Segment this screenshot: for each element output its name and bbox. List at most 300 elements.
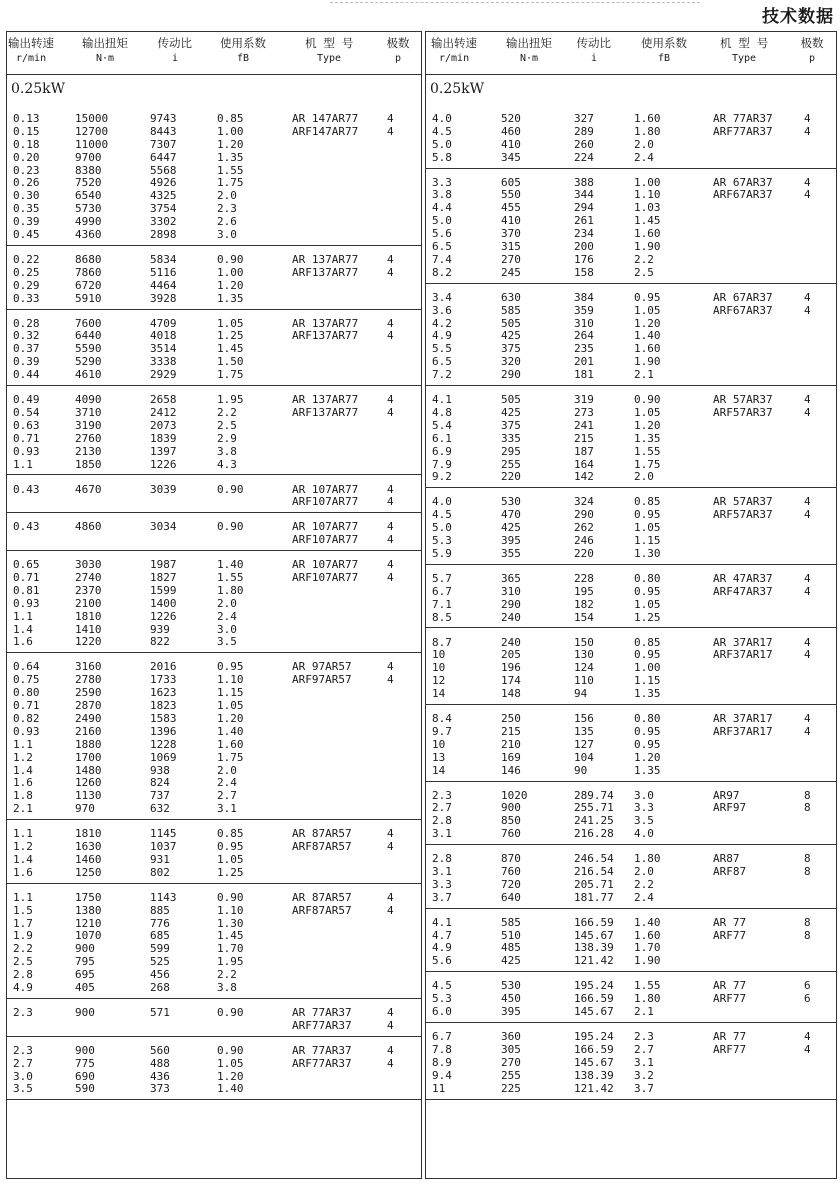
cell-service-factor: 2.7 (217, 789, 237, 803)
cell-torque: 3710 (75, 405, 102, 419)
cell-ratio: 737 (150, 789, 170, 803)
table-row (426, 318, 836, 331)
cell-torque: 900 (501, 801, 521, 815)
cell-service-factor: 2.4 (634, 890, 654, 904)
cell-ratio: 164 (574, 457, 594, 471)
cell-type: AR 77AR37 (713, 112, 773, 125)
table-row (426, 1070, 836, 1083)
cell-ratio: 4709 (150, 316, 177, 330)
cell-service-factor: 1.90 (634, 954, 661, 968)
cell-ratio: 1623 (150, 686, 177, 700)
cell-speed: 0.23 (13, 163, 40, 177)
cell-service-factor: 1.40 (217, 558, 244, 572)
right-table-header (426, 32, 836, 75)
cell-poles: 4 (387, 253, 394, 266)
cell-speed: 10 (432, 648, 446, 662)
cell-service-factor: 1.75 (634, 457, 661, 471)
cell-service-factor: 1.60 (634, 112, 661, 125)
cell-ratio: 1226 (150, 457, 177, 471)
table-row (426, 649, 836, 662)
cell-ratio: 187 (574, 444, 594, 458)
cell-poles: 4 (387, 827, 394, 841)
table-row (426, 189, 836, 202)
table-row (426, 305, 836, 318)
cell-poles: 4 (387, 890, 394, 904)
right-data-group (426, 493, 836, 565)
right-data-group (426, 787, 836, 846)
cell-torque: 225 (501, 1081, 521, 1095)
table-row (7, 752, 421, 765)
cell-service-factor: 1.75 (217, 176, 244, 190)
cell-poles: 4 (804, 508, 811, 522)
cell-service-factor: 1.35 (634, 763, 661, 777)
cell-speed: 5.7 (432, 571, 452, 585)
cell-service-factor: 0.95 (634, 737, 661, 751)
cell-speed: 0.45 (13, 228, 40, 242)
cell-service-factor: 2.4 (634, 150, 654, 164)
table-row (426, 637, 836, 650)
table-row (7, 739, 421, 752)
cell-type: AR 47AR37 (713, 571, 773, 585)
cell-ratio: 3039 (150, 482, 177, 496)
cell-ratio: 3928 (150, 291, 177, 305)
table-row (7, 1020, 421, 1033)
cell-ratio: 220 (574, 546, 594, 560)
cell-speed: 7.4 (432, 252, 452, 266)
cell-poles: 4 (387, 482, 394, 496)
cell-service-factor: 1.80 (634, 852, 661, 866)
cell-speed: 3.1 (432, 864, 452, 878)
table-row (7, 611, 421, 624)
cell-service-factor: 3.8 (217, 444, 237, 458)
cell-ratio: 632 (150, 802, 170, 816)
cell-speed: 1.1 (13, 457, 33, 471)
cell-torque: 370 (501, 227, 521, 241)
cell-speed: 5.9 (432, 546, 452, 560)
cell-service-factor: 1.55 (217, 570, 244, 584)
cell-ratio: 224 (574, 150, 594, 164)
cell-service-factor: 0.95 (634, 648, 661, 662)
cell-ratio: 4018 (150, 329, 177, 343)
cell-speed: 0.37 (13, 342, 40, 356)
cell-torque: 290 (501, 368, 521, 382)
cell-service-factor: 1.80 (634, 124, 661, 138)
cell-service-factor: 2.0 (217, 763, 237, 777)
cell-torque: 425 (501, 329, 521, 343)
cell-ratio: 264 (574, 329, 594, 343)
cell-speed: 4.4 (432, 201, 452, 215)
table-row (7, 943, 421, 956)
right-header-speed-unit: r/min (439, 53, 470, 64)
cell-torque: 5290 (75, 355, 102, 369)
cell-speed: 7.2 (432, 368, 452, 382)
cell-ratio: 2929 (150, 368, 177, 382)
cell-torque: 4990 (75, 215, 102, 229)
cell-torque: 585 (501, 303, 521, 317)
cell-torque: 2160 (75, 724, 102, 738)
cell-ratio: 525 (150, 955, 170, 969)
cell-speed: 0.82 (13, 711, 40, 725)
page-title: 技术数据 (762, 7, 834, 27)
table-row (426, 126, 836, 139)
cell-speed: 1.1 (13, 827, 33, 841)
cell-speed: 3.8 (432, 188, 452, 202)
cell-poles: 4 (387, 660, 394, 674)
cell-type: AR 107AR77 (292, 520, 359, 534)
cell-speed: 0.65 (13, 558, 40, 572)
table-row (426, 815, 836, 828)
cell-poles: 4 (387, 673, 394, 687)
cell-ratio: 200 (574, 240, 594, 254)
table-row (426, 739, 836, 752)
cell-torque: 1410 (75, 622, 102, 636)
cell-ratio: 104 (574, 750, 594, 764)
cell-torque: 395 (501, 534, 521, 548)
cell-service-factor: 0.95 (634, 508, 661, 522)
cell-service-factor: 1.20 (634, 418, 661, 432)
cell-poles: 4 (804, 303, 811, 317)
cell-poles: 8 (804, 788, 811, 802)
cell-ratio: 1400 (150, 596, 177, 610)
cell-ratio: 1226 (150, 609, 177, 623)
cell-service-factor: 2.0 (634, 864, 654, 878)
cell-speed: 6.7 (432, 584, 452, 598)
cell-torque: 590 (75, 1082, 95, 1096)
cell-ratio: 195.24 (574, 1030, 614, 1043)
table-row (426, 879, 836, 892)
cell-type: ARF107AR77 (292, 495, 359, 509)
cell-torque: 460 (501, 124, 521, 138)
cell-speed: 4.5 (432, 508, 452, 522)
cell-type: AR 77 (713, 1030, 747, 1043)
cell-ratio: 234 (574, 227, 594, 241)
table-row (7, 867, 421, 880)
cell-type: AR 107AR77 (292, 482, 359, 496)
table-row (7, 1071, 421, 1084)
cell-service-factor: 2.6 (217, 215, 237, 229)
cell-speed: 1.4 (13, 622, 33, 636)
cell-speed: 1.1 (13, 890, 33, 904)
cell-service-factor: 1.15 (634, 674, 661, 688)
cell-ratio: 166.59 (574, 1042, 614, 1056)
cell-torque: 7600 (75, 316, 102, 330)
cell-poles: 4 (804, 495, 811, 509)
table-row (7, 1045, 421, 1058)
cell-type: ARF37AR17 (713, 648, 773, 662)
cell-poles: 4 (804, 290, 811, 304)
cell-service-factor: 1.80 (634, 992, 661, 1006)
cell-speed: 0.93 (13, 444, 40, 458)
table-row (426, 1031, 836, 1044)
cell-speed: 1.1 (13, 609, 33, 623)
cell-service-factor: 1.35 (217, 150, 244, 164)
cell-torque: 4610 (75, 368, 102, 382)
cell-ratio: 201 (574, 355, 594, 369)
cell-service-factor: 2.3 (217, 202, 237, 216)
cell-speed: 1.2 (13, 840, 33, 854)
table-row (7, 598, 421, 611)
cell-poles: 4 (804, 1042, 811, 1056)
cell-torque: 6540 (75, 189, 102, 203)
cell-ratio: 310 (574, 316, 594, 330)
cell-service-factor: 1.35 (217, 291, 244, 305)
table-row (7, 152, 421, 165)
cell-speed: 1.4 (13, 852, 33, 866)
cell-speed: 4.9 (432, 941, 452, 955)
cell-torque: 3160 (75, 660, 102, 674)
table-row (7, 216, 421, 229)
cell-poles: 4 (387, 1018, 394, 1032)
cell-service-factor: 2.2 (217, 968, 237, 982)
cell-speed: 0.93 (13, 596, 40, 610)
cell-ratio: 145.67 (574, 928, 614, 942)
cell-service-factor: 1.60 (634, 928, 661, 942)
cell-torque: 760 (501, 864, 521, 878)
cell-speed: 4.9 (432, 329, 452, 343)
table-row (7, 892, 421, 905)
cell-type: AR 77AR37 (292, 1006, 352, 1019)
right-header-service-factor-unit: fB (658, 53, 671, 64)
cell-ratio: 261 (574, 214, 594, 228)
cell-torque: 270 (501, 1055, 521, 1069)
cell-service-factor: 1.30 (634, 546, 661, 560)
cell-ratio: 294 (574, 201, 594, 215)
left-header-poles: 极数 (386, 36, 410, 50)
cell-torque: 375 (501, 342, 521, 356)
cell-ratio: 939 (150, 622, 170, 636)
cell-type: AR 87AR57 (292, 827, 352, 841)
cell-service-factor: 0.80 (634, 712, 661, 725)
cell-torque: 470 (501, 508, 521, 522)
left-header-service-factor: 使用系数 (220, 36, 266, 50)
cell-ratio: 262 (574, 521, 594, 535)
cell-speed: 5.6 (432, 954, 452, 968)
cell-torque: 2490 (75, 711, 102, 725)
cell-torque: 8380 (75, 163, 102, 177)
table-row (7, 190, 421, 203)
table-row (426, 955, 836, 968)
table-row (426, 1083, 836, 1096)
cell-ratio: 4325 (150, 189, 177, 203)
table-row (7, 713, 421, 726)
cell-service-factor: 1.40 (634, 329, 661, 343)
cell-poles: 4 (387, 265, 394, 279)
cell-torque: 2870 (75, 699, 102, 713)
table-row (7, 905, 421, 918)
table-row (7, 459, 421, 472)
table-row (7, 636, 421, 649)
cell-torque: 3190 (75, 418, 102, 432)
cell-service-factor: 0.80 (634, 571, 661, 585)
cell-torque: 1210 (75, 916, 102, 930)
cell-service-factor: 1.45 (634, 214, 661, 228)
cell-type: AR97 (713, 788, 740, 802)
cell-ratio: 931 (150, 852, 170, 866)
cell-service-factor: 0.95 (634, 290, 661, 304)
cell-poles: 4 (804, 712, 811, 725)
table-row (7, 777, 421, 790)
cell-torque: 8680 (75, 253, 102, 266)
cell-speed: 1.6 (13, 776, 33, 790)
cell-torque: 505 (501, 316, 521, 330)
left-header-ratio: 传动比 (157, 36, 192, 50)
table-row (426, 612, 836, 625)
cell-type: ARF67AR37 (713, 188, 773, 202)
table-row (426, 496, 836, 509)
cell-torque: 3030 (75, 558, 102, 572)
cell-speed: 4.5 (432, 124, 452, 138)
cell-type: AR 67AR37 (713, 175, 773, 189)
table-row (426, 433, 836, 446)
cell-service-factor: 1.90 (634, 355, 661, 369)
cell-service-factor: 1.05 (217, 1056, 244, 1070)
cell-torque: 425 (501, 954, 521, 968)
table-row (7, 661, 421, 674)
table-row (426, 330, 836, 343)
cell-ratio: 235 (574, 342, 594, 356)
table-row (7, 420, 421, 433)
cell-type: ARF77AR37 (292, 1018, 352, 1032)
cell-speed: 9.7 (432, 724, 452, 738)
cell-ratio: 1396 (150, 724, 177, 738)
right-header-torque-unit: N·m (520, 53, 539, 64)
cell-service-factor: 1.20 (217, 278, 244, 292)
cell-service-factor: 1.90 (634, 240, 661, 254)
cell-poles: 4 (804, 635, 811, 649)
cell-torque: 310 (501, 584, 521, 598)
cell-poles: 4 (387, 903, 394, 917)
cell-torque: 290 (501, 597, 521, 611)
cell-ratio: 241.25 (574, 814, 614, 828)
cell-torque: 775 (75, 1056, 95, 1070)
cell-ratio: 216.28 (574, 827, 614, 841)
cell-speed: 4.0 (432, 112, 452, 125)
cell-torque: 455 (501, 201, 521, 215)
left-data-group (7, 556, 421, 653)
cell-ratio: 1037 (150, 840, 177, 854)
table-row (7, 982, 421, 995)
table-row (7, 165, 421, 178)
cell-speed: 0.35 (13, 202, 40, 216)
cell-poles: 4 (804, 571, 811, 585)
cell-torque: 174 (501, 674, 521, 688)
cell-speed: 0.39 (13, 215, 40, 229)
cell-torque: 2740 (75, 570, 102, 584)
cell-ratio: 246 (574, 534, 594, 548)
cell-torque: 205 (501, 648, 521, 662)
cell-torque: 11000 (75, 137, 109, 151)
cell-service-factor: 3.3 (634, 801, 654, 815)
cell-ratio: 255.71 (574, 801, 614, 815)
cell-service-factor: 1.45 (217, 929, 244, 943)
table-row (426, 942, 836, 955)
cell-torque: 4360 (75, 228, 102, 242)
cell-torque: 1380 (75, 903, 102, 917)
cell-service-factor: 1.00 (217, 124, 244, 138)
right-header-service-factor: 使用系数 (641, 36, 687, 50)
cell-service-factor: 0.95 (217, 660, 244, 674)
table-row (426, 853, 836, 866)
cell-type: AR 137AR77 (292, 316, 359, 330)
cell-ratio: 154 (574, 610, 594, 624)
cell-ratio: 135 (574, 724, 594, 738)
cell-ratio: 145.67 (574, 1055, 614, 1069)
table-row (7, 177, 421, 190)
left-power-label: 0.25kW (11, 81, 66, 97)
cell-speed: 6.9 (432, 444, 452, 458)
table-row (7, 1083, 421, 1096)
cell-ratio: 142 (574, 470, 594, 484)
cell-service-factor: 3.8 (217, 981, 237, 995)
cell-service-factor: 1.25 (634, 610, 661, 624)
cell-ratio: 3754 (150, 202, 177, 216)
cell-torque: 7860 (75, 265, 102, 279)
cell-type: ARF97 (713, 801, 747, 815)
cell-poles: 4 (387, 840, 394, 854)
cell-poles: 4 (387, 393, 394, 407)
right-data-group (426, 914, 836, 973)
table-row (426, 802, 836, 815)
cell-speed: 2.2 (13, 942, 33, 956)
cell-torque: 360 (501, 1030, 521, 1043)
cell-service-factor: 1.15 (217, 686, 244, 700)
cell-ratio: 456 (150, 968, 170, 982)
right-data-group (426, 110, 836, 169)
cell-torque: 410 (501, 137, 521, 151)
left-header-type-unit: Type (317, 53, 342, 64)
cell-service-factor: 2.0 (217, 189, 237, 203)
cell-torque: 1850 (75, 457, 102, 471)
cell-poles: 4 (387, 533, 394, 547)
cell-service-factor: 1.05 (634, 597, 661, 611)
table-row (7, 407, 421, 420)
table-row (426, 765, 836, 778)
cell-torque: 900 (75, 1043, 95, 1057)
cell-ratio: 182 (574, 597, 594, 611)
cell-speed: 0.80 (13, 686, 40, 700)
right-data-group (426, 289, 836, 386)
cell-service-factor: 1.25 (217, 865, 244, 879)
cell-ratio: 599 (150, 942, 170, 956)
cell-type: ARF77AR37 (713, 124, 773, 138)
table-row (426, 1006, 836, 1019)
cell-poles: 4 (387, 495, 394, 509)
cell-torque: 585 (501, 915, 521, 929)
cell-ratio: 2898 (150, 228, 177, 242)
table-row (426, 866, 836, 879)
cell-type: AR 57AR37 (713, 495, 773, 509)
cell-poles: 4 (804, 188, 811, 202)
cell-torque: 375 (501, 418, 521, 432)
cell-speed: 1.7 (13, 916, 33, 930)
table-row (426, 573, 836, 586)
cell-service-factor: 1.60 (217, 737, 244, 751)
cell-speed: 7.1 (432, 597, 452, 611)
cell-speed: 5.0 (432, 137, 452, 151)
right-data-group (426, 570, 836, 629)
cell-poles: 4 (387, 1056, 394, 1070)
cell-torque: 1700 (75, 750, 102, 764)
cell-torque: 1020 (501, 788, 528, 802)
cell-ratio: 2016 (150, 660, 177, 674)
cell-speed: 0.25 (13, 265, 40, 279)
cell-ratio: 1397 (150, 444, 177, 458)
cell-service-factor: 0.95 (634, 724, 661, 738)
cell-service-factor: 0.95 (217, 840, 244, 854)
table-row (426, 292, 836, 305)
right-data-group (426, 977, 836, 1023)
cell-service-factor: 1.40 (217, 724, 244, 738)
